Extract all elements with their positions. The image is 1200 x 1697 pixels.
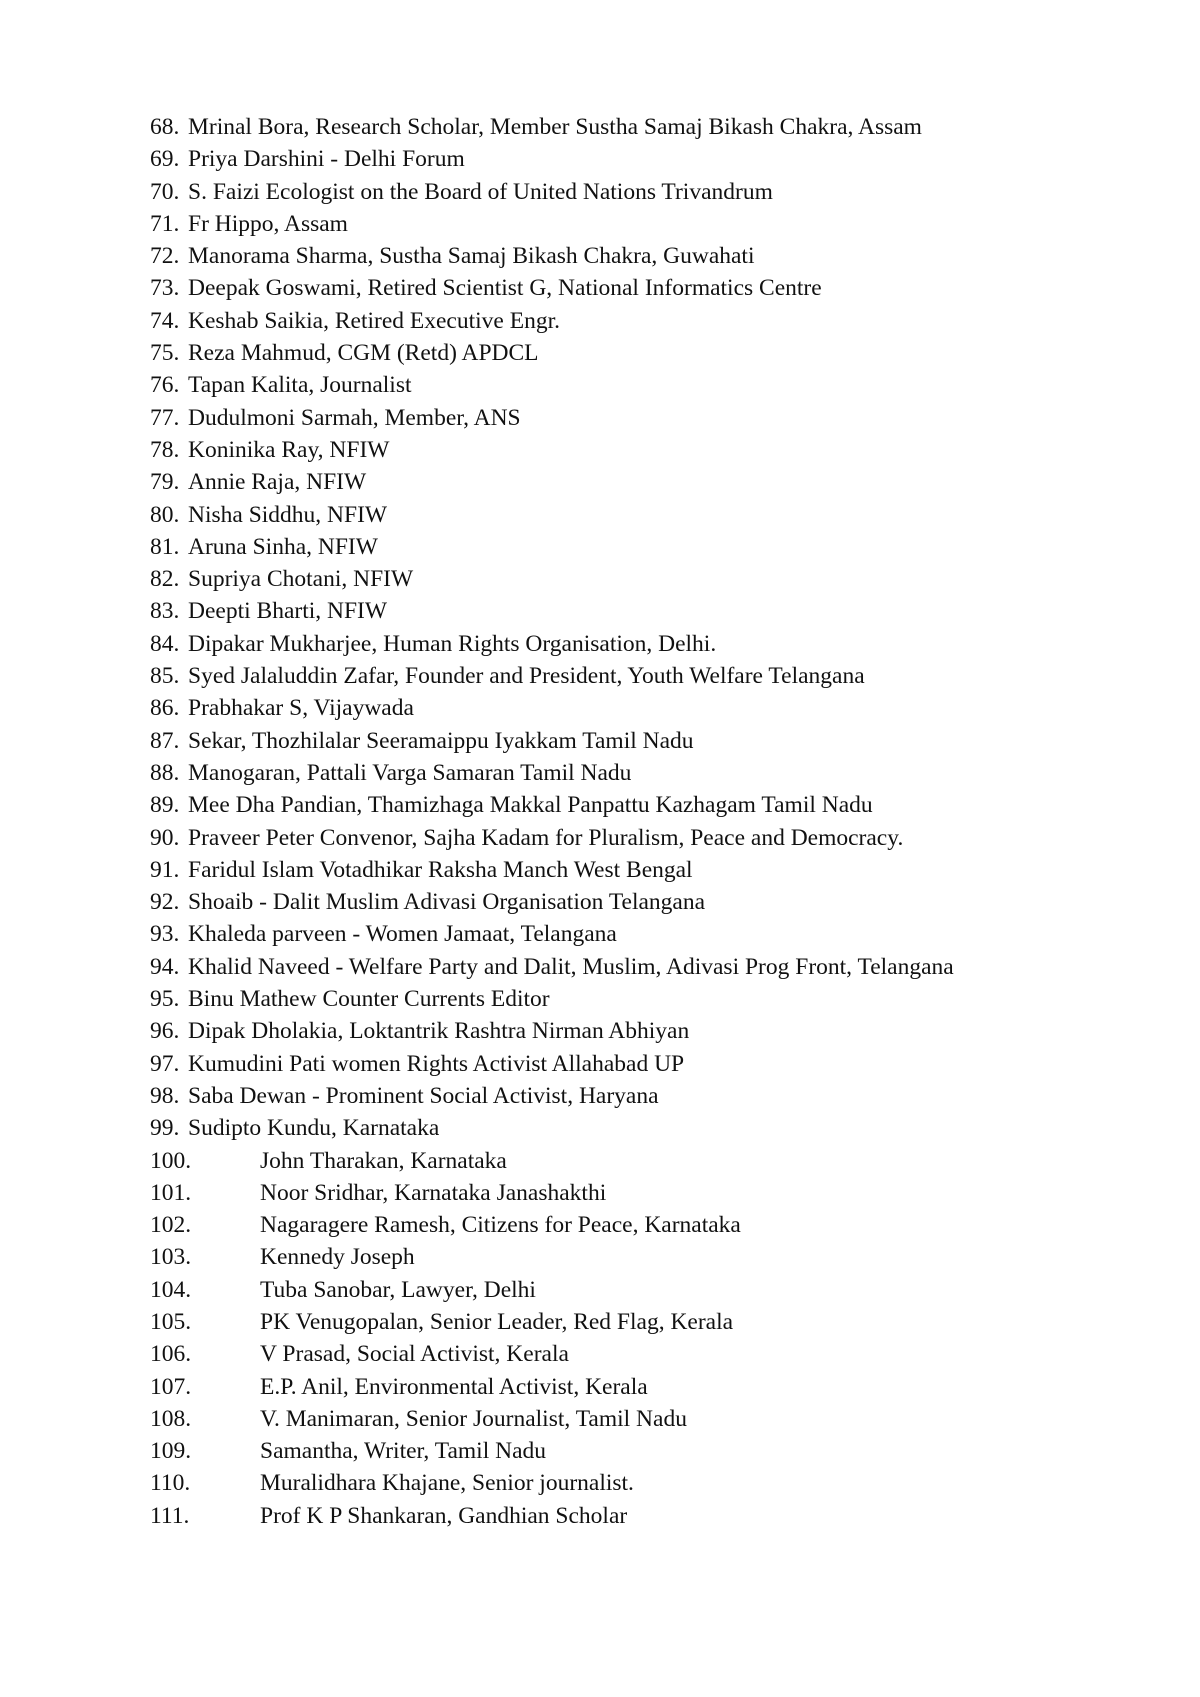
list-item-text: Praveer Peter Convenor, Sajha Kadam for Pluralism, Peace and Democracy. [188,824,904,851]
list-item-text: Reza Mahmud, CGM (Retd) APDCL [188,340,539,367]
list-item [150,1241,1160,1273]
list-item-number: 98. [150,1082,180,1109]
list-item [150,499,1160,531]
list-item-number: 88. [150,759,180,786]
list-item [150,1403,1160,1435]
list-item [150,1209,1160,1241]
list-item [150,854,1160,886]
list-item [150,1048,1160,1080]
list-item-text: Kennedy Joseph [260,1244,415,1271]
list-item-number: 75. [150,340,180,367]
list-item-text: Mrinal Bora, Research Scholar, Member Sustha Samaj Bikash Chakra, Assam [188,114,922,140]
list-item-text: Noor Sridhar, Karnataka Janashakthi [260,1179,607,1206]
list-item-text: Sekar, Thozhilalar Seeramaippu Iyakkam Tamil Nadu [188,727,694,754]
list-item-text: Priya Darshini - Delhi Forum [188,146,465,173]
list-item-number: 73. [150,275,180,302]
list-item [150,531,1160,563]
list-item-number: 76. [150,372,180,399]
list-item-number: 110. [150,1470,191,1497]
list-item-text: Tuba Sanobar, Lawyer, Delhi [260,1276,536,1303]
list-item [150,951,1160,983]
list-item-text: S. Faizi Ecologist on the Board of United Nations Trivandrum [188,178,773,205]
list-item-number: 94. [150,953,180,980]
list-item [150,1145,1160,1177]
list-item [150,983,1160,1015]
list-item-text: Mee Dha Pandian, Thamizhaga Makkal Panpattu Kazhagam Tamil Nadu [188,792,873,819]
list-item [150,143,1160,175]
list-item-number: 99. [150,1115,180,1142]
list-item [150,272,1160,304]
list-item-number: 109. [150,1438,192,1465]
list-item-number: 90. [150,824,180,851]
list-item-text: Kumudini Pati women Rights Activist Allahabad UP [188,1050,685,1077]
list-item-text: Nagaragere Ramesh, Citizens for Peace, Karnataka [260,1212,741,1239]
list-item-number: 68. [150,114,180,140]
list-item-text: Binu Mathew Counter Currents Editor [188,986,550,1013]
list-item [150,725,1160,757]
list-item-text: Prabhakar S, Vijaywada [188,695,414,722]
list-item-text: Dipakar Mukharjee, Human Rights Organisation, Delhi. [188,630,717,657]
list-item-number: 82. [150,566,180,593]
list-item-number: 85. [150,663,180,690]
list-item-number: 86. [150,695,180,722]
list-item-text: V Prasad, Social Activist, Kerala [260,1341,569,1368]
list-item-text: Deepak Goswami, Retired Scientist G, National Informatics Centre [188,275,822,302]
list-item-text: Shoaib - Dalit Muslim Adivasi Organisation Telangana [188,889,706,916]
list-item [150,1338,1160,1370]
list-item [150,628,1160,660]
list-item [150,886,1160,918]
list-item [150,1435,1160,1467]
list-item-number: 79. [150,469,180,496]
list-item-text: Samantha, Writer, Tamil Nadu [260,1438,547,1465]
list-item-number: 103. [150,1244,192,1271]
list-item [150,918,1160,950]
list-item-number: 92. [150,889,180,916]
list-item-number: 72. [150,243,180,270]
list-item [150,1177,1160,1209]
list-item-text: Supriya Chotani, NFIW [188,566,414,593]
list-item-number: 70. [150,178,180,205]
list-item-text: Faridul Islam Votadhikar Raksha Manch West Bengal [188,856,693,883]
list-item-number: 107. [150,1373,192,1400]
list-item-text: Sudipto Kundu, Karnataka [188,1115,440,1142]
list-item [150,337,1160,369]
list-item-text: Annie Raja, NFIW [188,469,367,496]
list-item-number: 81. [150,533,180,560]
list-item [150,240,1160,272]
list-item-number: 69. [150,146,180,173]
list-item-number: 108. [150,1405,192,1432]
list-item-text: Deepti Bharti, NFIW [188,598,388,625]
list-item-text: John Tharakan, Karnataka [260,1147,507,1174]
list-item [150,369,1160,401]
list-item-number: 106. [150,1341,192,1368]
list-item [150,111,1160,143]
list-item-number: 71. [150,210,180,237]
list-item-text: Muralidhara Khajane, Senior journalist. [260,1470,634,1497]
list-item [150,208,1160,240]
list-item-number: 74. [150,307,180,334]
list-item-text: Fr Hippo, Assam [188,210,348,237]
list-item [150,176,1160,208]
list-item-text: Keshab Saikia, Retired Executive Engr. [188,307,560,334]
list-item-text: E.P. Anil, Environmental Activist, Kerala [260,1373,648,1400]
list-item-text: PK Venugopalan, Senior Leader, Red Flag, Kerala [260,1308,734,1335]
list-item-number: 83. [150,598,180,625]
list-item-number: 104. [150,1276,192,1303]
list-item-number: 77. [150,404,180,431]
list-item [150,1274,1160,1306]
list-item [150,1306,1160,1338]
list-item-text: Syed Jalaluddin Zafar, Founder and President, Youth Welfare Telangana [188,663,865,690]
list-item [150,757,1160,789]
list-item-number: 96. [150,1018,180,1045]
list-item-number: 95. [150,986,180,1013]
list-item [150,1371,1160,1403]
list-item [150,789,1160,821]
list-item-number: 84. [150,630,180,657]
list-item [150,1467,1160,1499]
list-item-number: 100. [150,1147,192,1174]
list-item-number: 102. [150,1212,192,1239]
list-item-number: 93. [150,921,180,948]
list-item [150,1500,1160,1532]
list-item-text: Tapan Kalita, Journalist [188,372,412,399]
list-item [150,402,1160,434]
list-item-number: 105. [150,1308,192,1335]
list-item [150,660,1160,692]
list-item-text: Manogaran, Pattali Varga Samaran Tamil Nadu [188,759,632,786]
list-item-number: 111. [150,1502,190,1529]
list-item-number: 80. [150,501,180,528]
list-item-text: Khaleda parveen - Women Jamaat, Telangana [188,921,617,948]
list-item-number: 89. [150,792,180,819]
list-item-text: Dipak Dholakia, Loktantrik Rashtra Nirman Abhiyan [188,1018,690,1045]
list-item-number: 78. [150,436,180,463]
list-item-text: V. Manimaran, Senior Journalist, Tamil Nadu [260,1405,687,1432]
list-item-text: Aruna Sinha, NFIW [188,533,378,560]
list-item [150,692,1160,724]
list-item-number: 101. [150,1179,192,1206]
list-item [150,1080,1160,1112]
list-item [150,563,1160,595]
list-item-text: Prof K P Shankaran, Gandhian Scholar [260,1502,628,1529]
list-item-number: 97. [150,1050,180,1077]
list-item-text: Koninika Ray, NFIW [188,436,390,463]
list-item [150,466,1160,498]
list-item-text: Nisha Siddhu, NFIW [188,501,388,528]
list-item [150,1015,1160,1047]
signatory-list [150,111,1160,1532]
list-item-number: 87. [150,727,180,754]
list-item [150,434,1160,466]
list-item-text: Khalid Naveed - Welfare Party and Dalit, Muslim, Adivasi Prog Front, Telangana [188,953,954,980]
list-item-text: Manorama Sharma, Sustha Samaj Bikash Chakra, Guwahati [188,243,755,270]
list-item-text: Saba Dewan - Prominent Social Activist, Haryana [188,1082,659,1109]
list-item [150,822,1160,854]
list-item-number: 91. [150,856,180,883]
list-item [150,1112,1160,1144]
list-item [150,305,1160,337]
list-item [150,595,1160,627]
list-item-text: Dudulmoni Sarmah, Member, ANS [188,404,521,431]
